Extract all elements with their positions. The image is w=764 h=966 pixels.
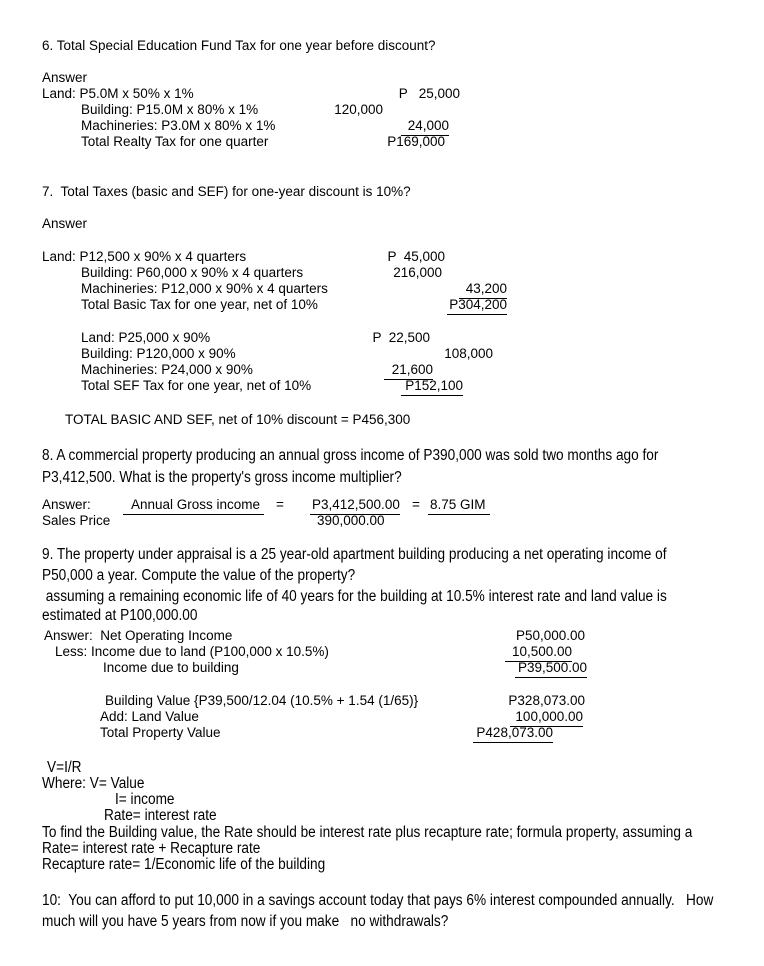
underlined-amount: P428,073.00 [473, 725, 553, 743]
q7-basic-row-label: Total Basic Tax for one year, net of 10% [81, 297, 318, 312]
q7-sef-row-label: Land: P25,000 x 90% [81, 330, 211, 345]
q7-answer-label: Answer [42, 216, 88, 231]
underlined-amount: 10,500.00 [505, 644, 572, 662]
q9-row-value: P328,073.00 [508, 693, 585, 708]
question-9-text: 9. The property under appraisal is a 25 year-old apartment building producing a net operating income of [42, 546, 667, 563]
q9-row-label: Less: Income due to land (P100,000 x 10.5%) [55, 644, 329, 659]
question-10-text: 10: You can afford to put 10,000 in a savings account today that pays 6% interest compounded annually. How [42, 892, 714, 909]
q7-basic-row-value: 216,000 [393, 265, 442, 280]
formula-line: I= income [115, 791, 175, 808]
underlined-amount: 43,200 [459, 281, 507, 299]
formula-line: Rate= interest rate [104, 807, 217, 824]
formula-line: Where: V= Value [42, 775, 145, 792]
q6-row-label: Land: P5.0M x 50% x 1% [42, 86, 194, 101]
q6-row-label: Building: P15.0M x 80% x 1% [81, 102, 259, 117]
q8-answer-label: Answer: [42, 497, 91, 512]
q7-sef-row-value: P 22,500 [372, 330, 430, 345]
q6-answer-label: Answer [42, 70, 88, 85]
underlined-term: Annual Gross income [123, 497, 264, 515]
q9-row-label: Total Property Value [100, 725, 221, 740]
question-9-text: estimated at P100,000.00 [42, 607, 198, 624]
q7-basic-row-value: P 45,000 [387, 249, 445, 264]
q8-denominator-label: Sales Price [42, 513, 111, 528]
q9-row-label: Income due to building [103, 660, 239, 675]
q8-denominator-value: 390,000.00 [317, 513, 385, 528]
q7-sef-row-value [343, 378, 463, 396]
q9-row-label: Answer: Net Operating Income [44, 628, 233, 643]
formula-line: Recapture rate= 1/Economic life of the building [42, 856, 326, 873]
formula-line: V=I/R [47, 759, 82, 776]
q7-sef-row-label: Total SEF Tax for one year, net of 10% [81, 378, 312, 393]
underlined-amount: 24,000 [401, 118, 449, 136]
q6-row-label: Machineries: P3.0M x 80% x 1% [81, 118, 276, 133]
question-6-title: 6. Total Special Education Fund Tax for one year before discount? [42, 38, 436, 53]
q7-sef-row-label: Building: P120,000 x 90% [81, 346, 236, 361]
underlined-amount: 21,600 [384, 362, 433, 380]
q7-basic-row-label: Land: P12,500 x 90% x 4 quarters [42, 249, 247, 264]
underlined-amount: 8.75 GIM [428, 497, 490, 515]
underlined-amount: P152,100 [401, 378, 463, 396]
question-9-text: P50,000 a year. Compute the value of the property? [42, 567, 356, 584]
underlined-amount: P39,500.00 [515, 660, 587, 678]
question-8-text: P3,412,500. What is the property's gross income multiplier? [42, 469, 402, 486]
q9-row-label: Add: Land Value [100, 709, 199, 724]
formula-line: Rate= interest rate + Recapture rate [42, 840, 261, 857]
underlined-amount: P3,412,500.00 [310, 497, 400, 515]
q7-sef-row-label: Machineries: P24,000 x 90% [81, 362, 253, 377]
q9-row-value [467, 660, 587, 678]
q6-row-value: P 25,000 [398, 86, 460, 101]
question-8-text: 8. A commercial property producing an annual gross income of P390,000 was sold two months ago for [42, 447, 659, 464]
q6-row-label: Total Realty Tax for one quarter [81, 134, 269, 149]
q7-sef-row-value: 108,000 [444, 346, 493, 361]
underlined-amount: P304,200 [447, 297, 507, 315]
q9-row-value [433, 725, 553, 743]
q8-equals-sign: = [276, 497, 284, 512]
q7-basic-row-label: Machineries: P12,000 x 90% x 4 quarters [81, 281, 328, 296]
q6-row-value: 120,000 [334, 102, 383, 117]
q9-row-value: P50,000.00 [515, 628, 585, 643]
question-9-text: assuming a remaining economic life of 40 years for the building at 10.5% interest rate and land value is [42, 588, 667, 605]
q8-result [428, 497, 490, 515]
q8-equals-sign: = [412, 497, 420, 512]
q6-row-value: P169,000 [387, 134, 445, 149]
q8-numerator [123, 497, 264, 515]
question-10-text: much will you have 5 years from now if you make no withdrawals? [42, 913, 449, 930]
q7-basic-row-value [387, 297, 507, 315]
q7-basic-row-label: Building: P60,000 x 90% x 4 quarters [81, 265, 304, 280]
underlined-amount: 100,000.00 [510, 709, 583, 727]
formula-line: To find the Building value, the Rate should be interest rate plus recapture rate; formula property, assuming a [42, 824, 693, 841]
question-7-title: 7. Total Taxes (basic and SEF) for one-year discount is 10%? [42, 184, 411, 199]
q7-grand-total-line: TOTAL BASIC AND SEF, net of 10% discount = P456,300 [65, 412, 411, 427]
q9-row-label: Building Value {P39,500/12.04 (10.5% + 1.54 (1/65)} [105, 693, 419, 708]
